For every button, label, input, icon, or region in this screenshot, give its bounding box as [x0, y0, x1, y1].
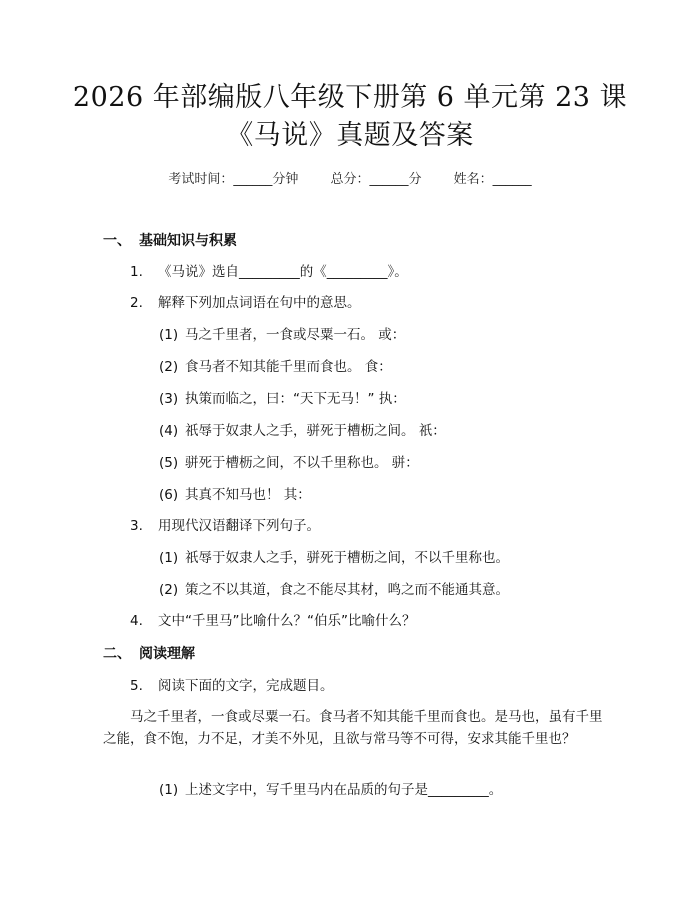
- question-1: 1. 《马说》选自_________的《_________》。: [130, 264, 408, 280]
- question-5-item: (1) 上述文字中，写千里马内在品质的句子是_________。: [159, 782, 503, 798]
- question-2-item: (5) 骈死于槽枥之间，不以千里称也。 骈：: [159, 455, 419, 471]
- question-2-item: (2) 食马者不知其能千里而食也。 食：: [159, 359, 392, 375]
- document-title-line2: 《马说》真题及答案: [226, 120, 474, 151]
- question-2: 2. 解释下列加点词语在句中的意思。: [130, 295, 361, 311]
- section-heading-1: 一、 基础知识与积累: [103, 233, 237, 249]
- total-score: 总分：______分: [330, 172, 422, 187]
- exam-info-line: [0, 168, 700, 187]
- question-3: 3. 用现代汉语翻译下列句子。: [130, 518, 320, 534]
- exam-time: 考试时间：______分钟: [168, 172, 299, 187]
- question-5: 5. 阅读下面的文字，完成题目。: [130, 678, 334, 694]
- question-2-item: (3) 执策而临之，曰：“天下无马！” 执：: [159, 391, 406, 407]
- section-heading-2: 二、 阅读理解: [103, 646, 195, 662]
- question-2-item: (4) 祇辱于奴隶人之手，骈死于槽枥之间。 祇：: [159, 423, 446, 439]
- reading-passage: 马之千里者，一食或尽粟一石。食马者不知其能千里而食也。是马也，虽有千里之能，食不饱，力不足，才美不外见，且欲与常马等不可得，安求其能千里也？: [103, 709, 603, 747]
- question-4: 4. 文中“千里马”比喻什么？“伯乐”比喻什么？: [130, 613, 416, 629]
- question-2-item: (6) 其真不知马也！ 其：: [159, 487, 311, 503]
- question-3-item: (1) 祇辱于奴隶人之手，骈死于槽枥之间，不以千里称也。: [159, 550, 509, 566]
- question-3-item: (2) 策之不以其道，食之不能尽其材，鸣之而不能通其意。: [159, 582, 509, 598]
- document-title-line1: 2026 年部编版八年级下册第 6 单元第 23 课: [72, 82, 628, 113]
- question-2-item: (1) 马之千里者，一食或尽粟一石。 或：: [159, 327, 406, 343]
- student-name: 姓名：______: [453, 172, 532, 187]
